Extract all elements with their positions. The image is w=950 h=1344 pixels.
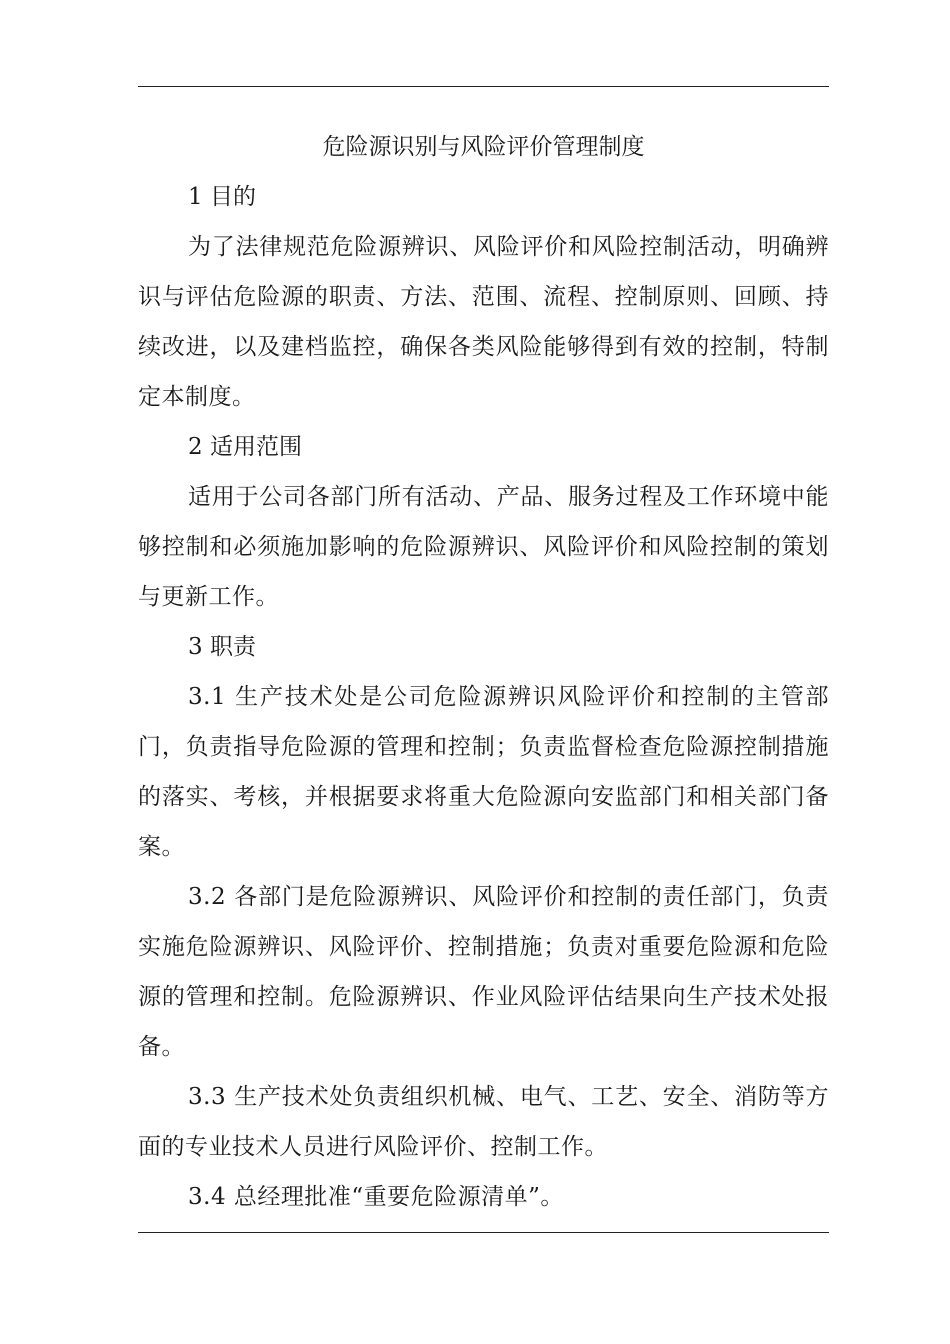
paragraph-duty-3-1: 3.1 生产技术处是公司危险源辨识风险评价和控制的主管部门，负责指导危险源的管理和控制；负责监督检查危险源控制措施的落实、考核，并根据要求将重大危险源向安监部门和相关部门备案。 (138, 684, 829, 860)
paragraph-duty-3-4: 3.4 总经理批准“重要危险源清单”。 (188, 1184, 564, 1210)
section-heading-duties: 3 职责 (188, 634, 256, 660)
header-rule (138, 86, 829, 87)
document-title: 危险源识别与风险评价管理制度 (322, 134, 645, 160)
section-heading-purpose: 1 目的 (188, 184, 256, 210)
document-body (138, 122, 829, 1222)
paragraph-duty-3-3: 3.3 生产技术处负责组织机械、电气、工艺、安全、消防等方面的专业技术人员进行风险评价、控制工作。 (138, 1084, 829, 1160)
paragraph-scope: 适用于公司各部门所有活动、产品、服务过程及工作环境中能够控制和必须施加影响的危险源辨识、风险评价和风险控制的策划与更新工作。 (138, 484, 829, 610)
section-heading-scope: 2 适用范围 (188, 434, 302, 460)
paragraph-duty-3-2: 3.2 各部门是危险源辨识、风险评价和控制的责任部门，负责实施危险源辨识、风险评价、控制措施；负责对重要危险源和危险源的管理和控制。危险源辨识、作业风险评估结果向生产技术处报备。 (138, 884, 829, 1060)
footer-rule (138, 1232, 829, 1233)
paragraph-purpose: 为了法律规范危险源辨识、风险评价和风险控制活动，明确辨识与评估危险源的职责、方法、范围、流程、控制原则、回顾、持续改进，以及建档监控，确保各类风险能够得到有效的控制，特制定本制度。 (138, 234, 829, 410)
